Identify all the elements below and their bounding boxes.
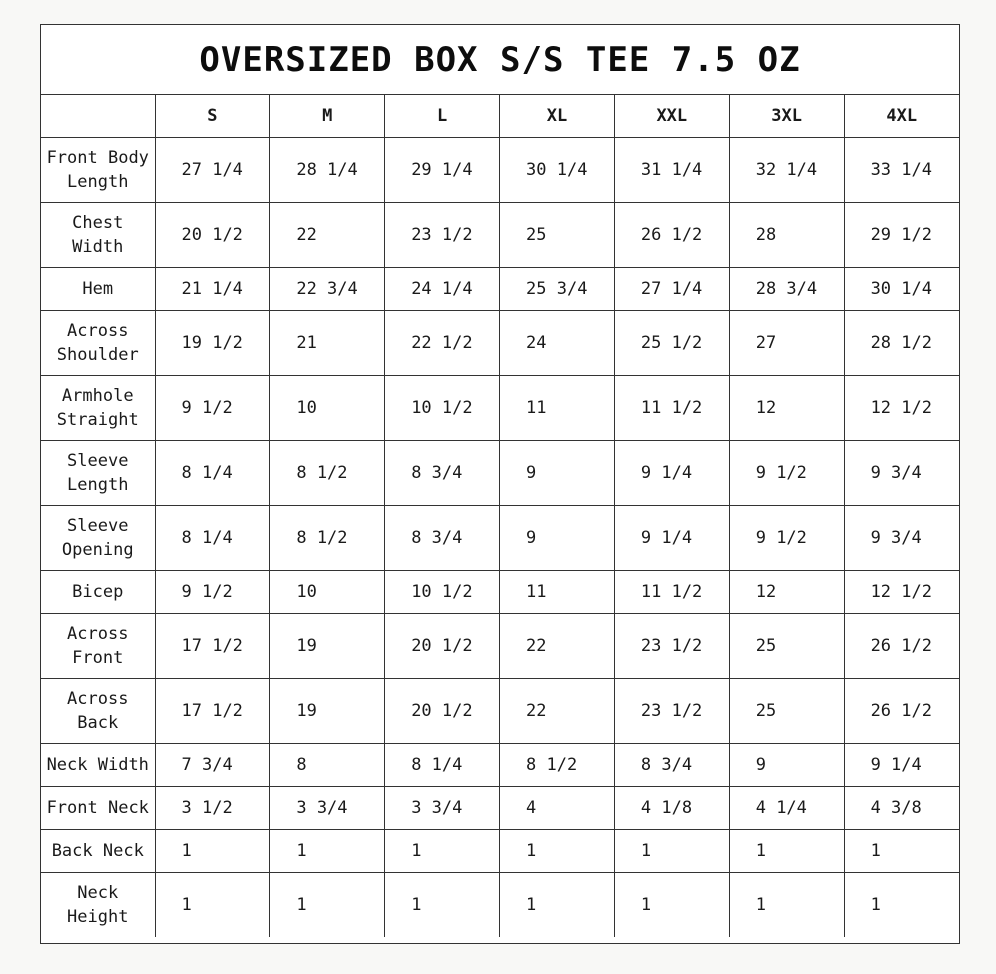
table-row bbox=[41, 506, 959, 571]
table-row bbox=[41, 311, 959, 376]
measurement-value: 1 bbox=[385, 873, 500, 938]
measurement-value: 8 1/4 bbox=[385, 744, 500, 787]
size-header-xxl: XXL bbox=[614, 95, 729, 138]
measurement-value: 1 bbox=[844, 830, 959, 873]
table-row bbox=[41, 571, 959, 614]
measurement-value: 8 1/2 bbox=[500, 744, 615, 787]
measurement-value: 27 1/4 bbox=[614, 268, 729, 311]
measurement-value: 9 1/2 bbox=[729, 441, 844, 506]
measurement-label: Neck Width bbox=[41, 744, 155, 787]
measurement-value: 1 bbox=[385, 830, 500, 873]
measurement-value: 4 1/8 bbox=[614, 787, 729, 830]
measurement-value: 17 1/2 bbox=[155, 614, 270, 679]
measurement-value: 28 3/4 bbox=[729, 268, 844, 311]
measurement-value: 22 1/2 bbox=[385, 311, 500, 376]
table-row bbox=[41, 744, 959, 787]
measurement-value: 30 1/4 bbox=[844, 268, 959, 311]
measurement-value: 25 bbox=[729, 614, 844, 679]
measurement-value: 27 1/4 bbox=[155, 138, 270, 203]
measurement-value: 9 bbox=[500, 506, 615, 571]
measurement-value: 9 3/4 bbox=[844, 506, 959, 571]
measurement-value: 8 1/2 bbox=[270, 506, 385, 571]
size-header-4xl: 4XL bbox=[844, 95, 959, 138]
measurement-value: 12 bbox=[729, 376, 844, 441]
measurement-value: 31 1/4 bbox=[614, 138, 729, 203]
measurement-value: 19 bbox=[270, 679, 385, 744]
measurement-value: 1 bbox=[614, 873, 729, 938]
table-row bbox=[41, 614, 959, 679]
measurement-label: Sleeve Length bbox=[41, 441, 155, 506]
table-row bbox=[41, 679, 959, 744]
measurement-value: 29 1/4 bbox=[385, 138, 500, 203]
measurement-value: 9 1/2 bbox=[729, 506, 844, 571]
table-body bbox=[41, 138, 959, 938]
measurement-value: 1 bbox=[155, 830, 270, 873]
table-row bbox=[41, 268, 959, 311]
measurement-value: 1 bbox=[729, 830, 844, 873]
measurement-value: 9 bbox=[729, 744, 844, 787]
measurement-value: 9 3/4 bbox=[844, 441, 959, 506]
measurement-value: 22 3/4 bbox=[270, 268, 385, 311]
measurement-value: 25 3/4 bbox=[500, 268, 615, 311]
size-header-l: L bbox=[385, 95, 500, 138]
measurement-value: 11 1/2 bbox=[614, 571, 729, 614]
size-table bbox=[41, 95, 959, 937]
chart-title: OVERSIZED BOX S/S TEE 7.5 OZ bbox=[41, 25, 959, 95]
measurement-value: 20 1/2 bbox=[155, 203, 270, 268]
measurement-value: 12 1/2 bbox=[844, 571, 959, 614]
measurement-value: 28 1/4 bbox=[270, 138, 385, 203]
measurement-value: 4 3/8 bbox=[844, 787, 959, 830]
measurement-value: 22 bbox=[500, 614, 615, 679]
measurement-value: 3 1/2 bbox=[155, 787, 270, 830]
measurement-value: 23 1/2 bbox=[385, 203, 500, 268]
measurement-value: 4 bbox=[500, 787, 615, 830]
measurement-value: 11 1/2 bbox=[614, 376, 729, 441]
measurement-value: 26 1/2 bbox=[614, 203, 729, 268]
measurement-value: 25 bbox=[500, 203, 615, 268]
measurement-value: 8 3/4 bbox=[385, 441, 500, 506]
measurement-value: 1 bbox=[500, 873, 615, 938]
measurement-value: 8 1/4 bbox=[155, 441, 270, 506]
table-row bbox=[41, 203, 959, 268]
size-header-3xl: 3XL bbox=[729, 95, 844, 138]
measurement-value: 10 bbox=[270, 376, 385, 441]
measurement-value: 9 1/4 bbox=[844, 744, 959, 787]
measurement-label: Chest Width bbox=[41, 203, 155, 268]
measurement-label: Armhole Straight bbox=[41, 376, 155, 441]
measurement-value: 25 1/2 bbox=[614, 311, 729, 376]
measurement-value: 9 1/2 bbox=[155, 571, 270, 614]
measurement-value: 3 3/4 bbox=[385, 787, 500, 830]
measurement-label: Hem bbox=[41, 268, 155, 311]
measurement-value: 29 1/2 bbox=[844, 203, 959, 268]
measurement-value: 11 bbox=[500, 571, 615, 614]
measurement-value: 8 3/4 bbox=[385, 506, 500, 571]
size-header-xl: XL bbox=[500, 95, 615, 138]
measurement-value: 1 bbox=[270, 830, 385, 873]
corner-cell bbox=[41, 95, 155, 138]
measurement-value: 12 bbox=[729, 571, 844, 614]
measurement-value: 4 1/4 bbox=[729, 787, 844, 830]
measurement-value: 21 bbox=[270, 311, 385, 376]
measurement-value: 23 1/2 bbox=[614, 679, 729, 744]
measurement-value: 12 1/2 bbox=[844, 376, 959, 441]
measurement-label: Bicep bbox=[41, 571, 155, 614]
measurement-label: Across Shoulder bbox=[41, 311, 155, 376]
measurement-value: 10 1/2 bbox=[385, 571, 500, 614]
measurement-value: 19 bbox=[270, 614, 385, 679]
table-row bbox=[41, 138, 959, 203]
measurement-value: 17 1/2 bbox=[155, 679, 270, 744]
measurement-value: 33 1/4 bbox=[844, 138, 959, 203]
table-row bbox=[41, 873, 959, 938]
measurement-value: 26 1/2 bbox=[844, 679, 959, 744]
measurement-value: 3 3/4 bbox=[270, 787, 385, 830]
measurement-value: 26 1/2 bbox=[844, 614, 959, 679]
measurement-label: Across Front bbox=[41, 614, 155, 679]
measurement-label: Back Neck bbox=[41, 830, 155, 873]
header-row bbox=[41, 95, 959, 138]
measurement-value: 20 1/2 bbox=[385, 679, 500, 744]
size-header-s: S bbox=[155, 95, 270, 138]
table-row bbox=[41, 830, 959, 873]
measurement-value: 22 bbox=[270, 203, 385, 268]
measurement-value: 9 1/4 bbox=[614, 441, 729, 506]
measurement-value: 20 1/2 bbox=[385, 614, 500, 679]
measurement-value: 30 1/4 bbox=[500, 138, 615, 203]
measurement-value: 8 1/4 bbox=[155, 506, 270, 571]
size-chart bbox=[40, 24, 960, 944]
measurement-label: Front Neck bbox=[41, 787, 155, 830]
measurement-value: 28 bbox=[729, 203, 844, 268]
measurement-value: 1 bbox=[500, 830, 615, 873]
measurement-value: 25 bbox=[729, 679, 844, 744]
measurement-value: 9 1/4 bbox=[614, 506, 729, 571]
measurement-value: 32 1/4 bbox=[729, 138, 844, 203]
measurement-value: 23 1/2 bbox=[614, 614, 729, 679]
measurement-value: 1 bbox=[270, 873, 385, 938]
table-row bbox=[41, 787, 959, 830]
measurement-value: 11 bbox=[500, 376, 615, 441]
measurement-value: 24 bbox=[500, 311, 615, 376]
measurement-value: 27 bbox=[729, 311, 844, 376]
table-row bbox=[41, 441, 959, 506]
measurement-value: 10 bbox=[270, 571, 385, 614]
measurement-label: Neck Height bbox=[41, 873, 155, 938]
measurement-value: 1 bbox=[614, 830, 729, 873]
measurement-value: 8 bbox=[270, 744, 385, 787]
measurement-value: 19 1/2 bbox=[155, 311, 270, 376]
measurement-value: 10 1/2 bbox=[385, 376, 500, 441]
measurement-value: 8 1/2 bbox=[270, 441, 385, 506]
measurement-value: 24 1/4 bbox=[385, 268, 500, 311]
measurement-value: 21 1/4 bbox=[155, 268, 270, 311]
measurement-value: 9 1/2 bbox=[155, 376, 270, 441]
measurement-label: Sleeve Opening bbox=[41, 506, 155, 571]
table-row bbox=[41, 376, 959, 441]
measurement-label: Across Back bbox=[41, 679, 155, 744]
measurement-value: 1 bbox=[155, 873, 270, 938]
measurement-value: 9 bbox=[500, 441, 615, 506]
measurement-value: 8 3/4 bbox=[614, 744, 729, 787]
measurement-label: Front Body Length bbox=[41, 138, 155, 203]
measurement-value: 7 3/4 bbox=[155, 744, 270, 787]
size-header-m: M bbox=[270, 95, 385, 138]
measurement-value: 1 bbox=[844, 873, 959, 938]
measurement-value: 22 bbox=[500, 679, 615, 744]
measurement-value: 1 bbox=[729, 873, 844, 938]
measurement-value: 28 1/2 bbox=[844, 311, 959, 376]
